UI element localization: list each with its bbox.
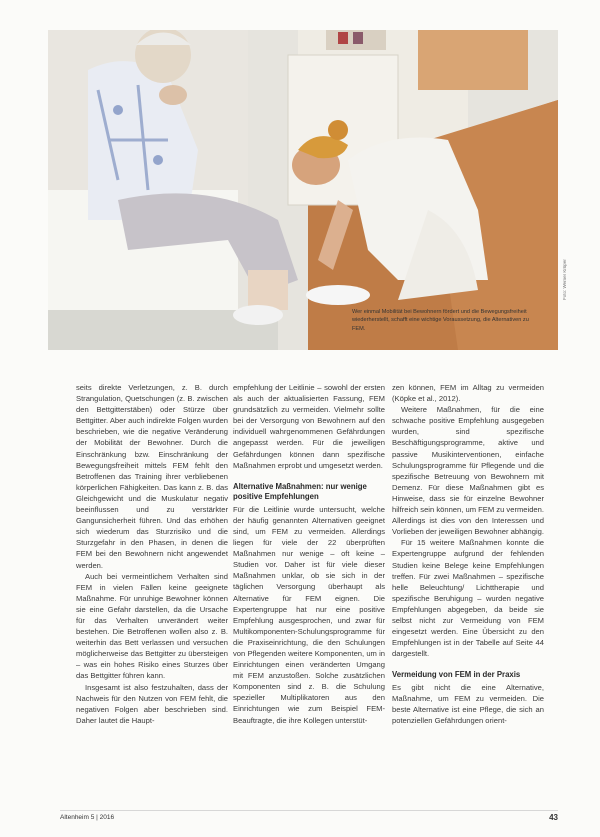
paragraph: Weitere Maßnahmen, für die eine schwache positive Empfehlung ausgegeben wurden, sind spezifische Beschäftigungsprogramme, aktive und passive Musikinterventionen, einfache Schulungsprogramme für Pflegende und die spezifische Betreuung von Bewohnern mit Demenz. Für diese Maßnahmen gibt es Hinweise, dass sie für einzelne Bewohner hilfreich sein können, um FEM zu vermeiden. Allerdings ist dies von den Interessen und Vorlieben der jeweiligen Bewohner abhängig.	[392, 405, 544, 537]
paragraph: Es gibt nicht die eine Alternative, Maßnahme, um FEM zu vermeiden. Die beste Alternative ist eine Pflege, die sich an potenziellen Gefährdungen orient-	[392, 682, 544, 726]
page-number: 43	[549, 813, 558, 822]
section-heading: Alternative Maßnahmen: nur wenige positive Empfehlungen	[233, 481, 367, 502]
page-footer	[60, 814, 558, 826]
text-column-2	[233, 382, 385, 726]
paragraph: seits direkte Verletzungen, z. B. durch Strangulation, Quetschungen (z. B. zwischen den Bettgitterstäben) oder Stürze über Bettgitter. Aber auch indirekte Folgen wurden beschrieben, wie die negative Veränderung der Mobilität der Bewohner. Durch die Einschränkung bzw. Einschränkung der Bewegungsfreiheit mittels FEM fehlt den Betroffenen das Training ihrer verbliebenen körperlichen Fähigkeiten. Das kann z. B. das Gleichgewicht und die Muskulatur negativ beeinflussen und zu verstärkter Gangunsicherheit führen. Und das erhöhen sich wiederum das Sturzrisiko und die Sturzgefahr in den Phasen, in denen die FEM bei den Bewohnern nicht angewendet werden.	[76, 383, 228, 570]
section-heading: Vermeidung von FEM in der Praxis	[392, 670, 521, 680]
photo-credit: Foto: Werner Krüper	[562, 259, 567, 300]
paragraph: Für 15 weitere Maßnahmen konnte die Expertengruppe aufgrund der fehlenden Studien keine Belege keine Empfehlungen treffen. Für zwei Maßnahmen – spezifische helle Beleuchtung/ Lichttherapie und spezifische Beruhigung – wurden negative Empfehlungen abgegeben, da beide sie selbst nicht zur Vermeidung von FEM eingesetzt werden. Eine Übersicht zu den Empfehlungen ist in der Tabelle auf Seite 44 dargestellt.	[392, 538, 544, 659]
text-column-1	[76, 382, 228, 726]
text-column-3	[392, 382, 544, 726]
footer-divider	[60, 810, 558, 811]
photo-caption: Wer einmal Mobilität bei Bewohnern fördert und die Bewegungsfreiheit wiederherstellt, schafft eine wichtige Voraussetzung, die Alternativen zu FEM.	[352, 309, 529, 332]
paragraph: zen können, FEM im Alltag zu vermeiden (Köpke et al., 2012).	[392, 383, 544, 404]
paragraph: Insgesamt ist also festzuhalten, dass der Nachweis für den Nutzen von FEM fehlt, die negativen Folgen aber beschrieben sind. Daher lautet die Haupt-	[76, 682, 228, 725]
care-photo	[48, 30, 558, 350]
paragraph: empfehlung der Leitlinie – sowohl der ersten als auch der aktualisierten Fassung, FEM grundsätzlich zu vermeiden. Vielmehr sollte bei der Versorgung von Bewohnern auf den individuell wahrgenommenen Gefährdungen angepasst werden. Für die jeweiligen Gefährdungen können dann spezifische Maßnahmen erprobt und umgesetzt werden.	[233, 383, 385, 470]
care-scene-illustration	[48, 30, 558, 350]
paragraph: Auch bei vermeintlichem Verhalten sind FEM in vielen Fällen keine geeignete Maßnahme. Für unruhige Bewohner können sie eine Gefahr darstellen, da die Ursache für das Verhalten unverändert weiter bestehen. Die Betroffenen wollen also z. B. weiterhin das Bett verlassen und versuchen möglicherweise das Bettgitter zu übersteigen – was ein hohes Risiko eines Sturzes über das Bettgitter führen kann.	[76, 571, 228, 681]
paragraph: Für die Leitlinie wurde untersucht, welche der häufig genannten Alternativen geeignet sind, um FEM zu vermeiden. Allerdings liegen für viele der 22 überprüften Maßnahmen nur wenige – oft keine – Studien vor. Daher ist für viele dieser Maßnahmen unklar, ob sie sich in der täglichen Versorgung überhaupt als Alternative für FEM eignen. Die Expertengruppe hat nur eine positive Empfehlung ausgesprochen, und zwar für Multikomponenten-Schulungsprogramme für die Praxiseinrichtung, die den Schulungen von Pflegenden weitere Komponenten, um in Einrichtungen einen veränderten Umgang mit FEM anzustoßen. Solche zusätzlichen Komponenten sind z. B. die Schulung spezieller Multiplikatoren aus den Einrichtungen wie zum Beispiel FEM-Beauftragte, die ihre Kollegen unterstüt-	[233, 504, 385, 725]
magazine-issue: Altenheim 5 | 2016	[60, 814, 115, 821]
